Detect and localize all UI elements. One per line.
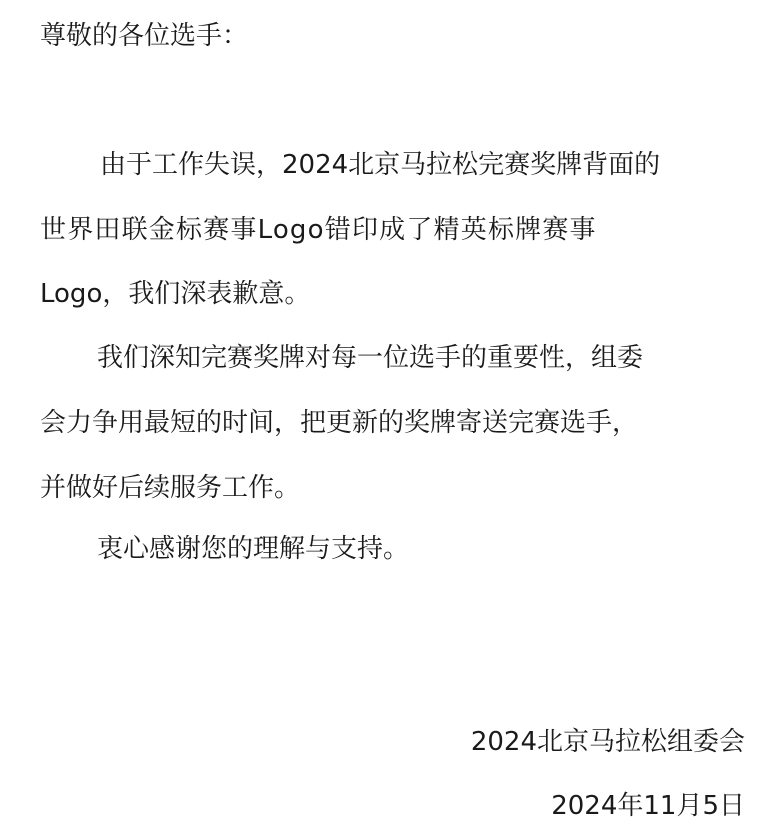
paragraph-1-line-2: 世界田联金标赛事Logo错印成了精英标牌赛事	[40, 215, 597, 245]
greeting: 尊敬的各位选手：	[40, 21, 249, 51]
paragraph-2-line-2: 会力争用最短的时间，把更新的奖牌寄送完赛选手，	[40, 408, 639, 438]
paragraph-2-line-3: 并做好后续服务工作。	[40, 473, 301, 503]
signature-organization: 2024北京马拉松组委会	[470, 727, 745, 757]
paragraph-3-line-1: 衷心感谢您的理解与支持。	[97, 534, 410, 564]
signature-date: 2024年11月5日	[551, 791, 745, 821]
paragraph-2-line-1: 我们深知完赛奖牌对每一位选手的重要性，组委	[97, 343, 644, 373]
paragraph-1-line-3: Logo，我们深表歉意。	[40, 279, 311, 309]
paragraph-1-line-1: 由于工作失误，2024北京马拉松完赛奖牌背面的	[100, 150, 661, 180]
